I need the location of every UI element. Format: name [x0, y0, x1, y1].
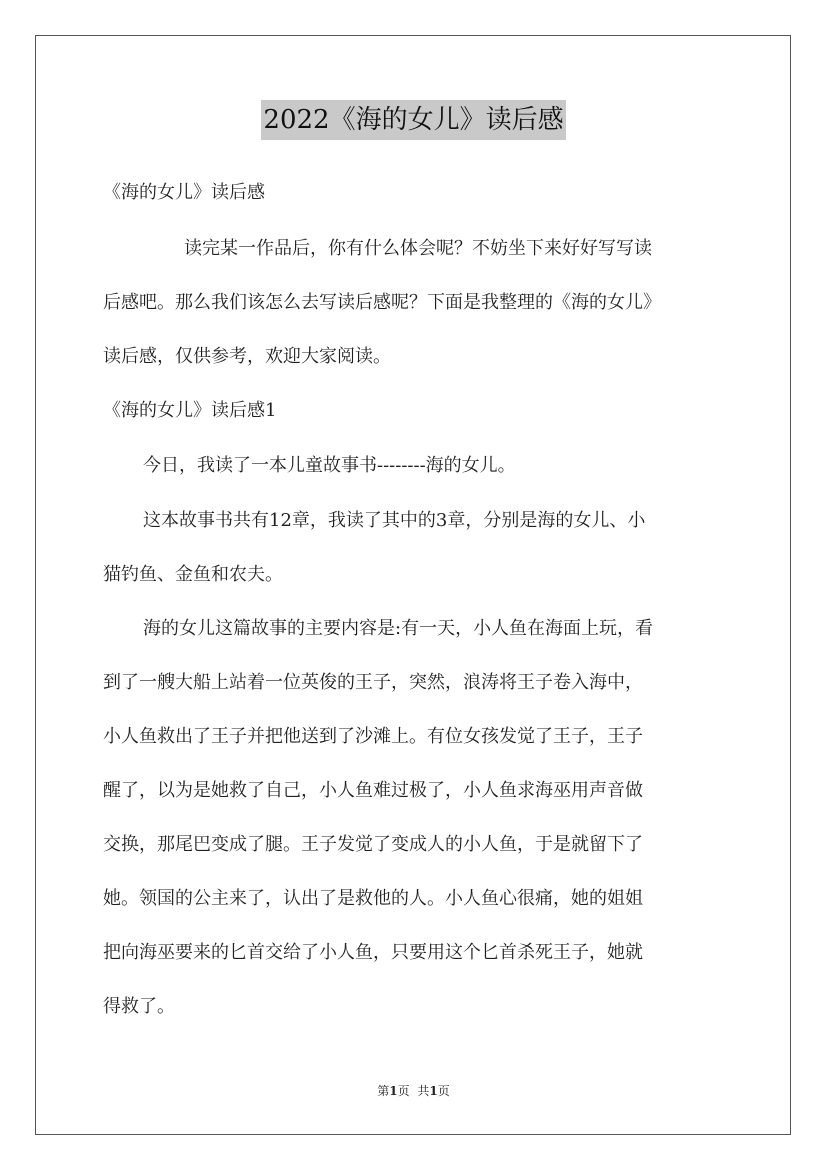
section-heading: 《海的女儿》读后感1	[103, 400, 277, 421]
paragraph-line: 交换，那尾巴变成了腿。王子发觉了变成人的小人鱼，于是就留下了	[103, 834, 643, 855]
title-container	[0, 100, 827, 140]
paragraph-line: 她。领国的公主来了，认出了是救他的人。小人鱼心很痛，她的姐姐	[103, 888, 643, 909]
paragraph-line: 这本故事书共有12章，我读了其中的3章，分别是海的女儿、小	[143, 510, 646, 531]
document-title: 2022《海的女儿》读后感	[261, 100, 565, 140]
paragraph-line: 醒了，以为是她救了自己，小人鱼难过极了，小人鱼求海巫用声音做	[103, 780, 643, 801]
paragraph-line: 到了一艘大船上站着一位英俊的王子，突然，浪涛将王子卷入海中，	[103, 672, 643, 693]
section-heading: 《海的女儿》读后感	[103, 182, 265, 203]
paragraph-line: 猫钓鱼、金鱼和农夫。	[103, 564, 283, 585]
footer-total-number: 1	[429, 1084, 438, 1098]
paragraph-line: 小人鱼救出了王子并把他送到了沙滩上。有位女孩发觉了王子，王子	[103, 726, 643, 747]
paragraph-line: 读完某一作品后，你有什么体会呢？不妨坐下来好好写写读	[184, 238, 652, 259]
footer-total-suffix: 页	[437, 1084, 450, 1098]
paragraph-line: 得救了。	[103, 996, 175, 1017]
footer-page-suffix: 页	[397, 1084, 410, 1098]
footer-page-number: 1	[389, 1084, 398, 1098]
paragraph-line: 把向海巫要来的匕首交给了小人鱼，只要用这个匕首杀死王子，她就	[103, 942, 643, 963]
paragraph-line: 海的女儿这篇故事的主要内容是:有一天，小人鱼在海面上玩，看	[143, 618, 654, 639]
footer-total-prefix: 共	[417, 1084, 430, 1098]
paragraph-line: 今日，我读了一本儿童故事书--------海的女儿。	[143, 455, 516, 476]
paragraph-line: 后感吧。那么我们该怎么去写读后感呢？下面是我整理的《海的女儿》	[103, 292, 661, 313]
page-footer	[0, 1082, 827, 1100]
paragraph-line: 读后感，仅供参考，欢迎大家阅读。	[103, 346, 391, 367]
footer-page-prefix: 第	[377, 1084, 390, 1098]
